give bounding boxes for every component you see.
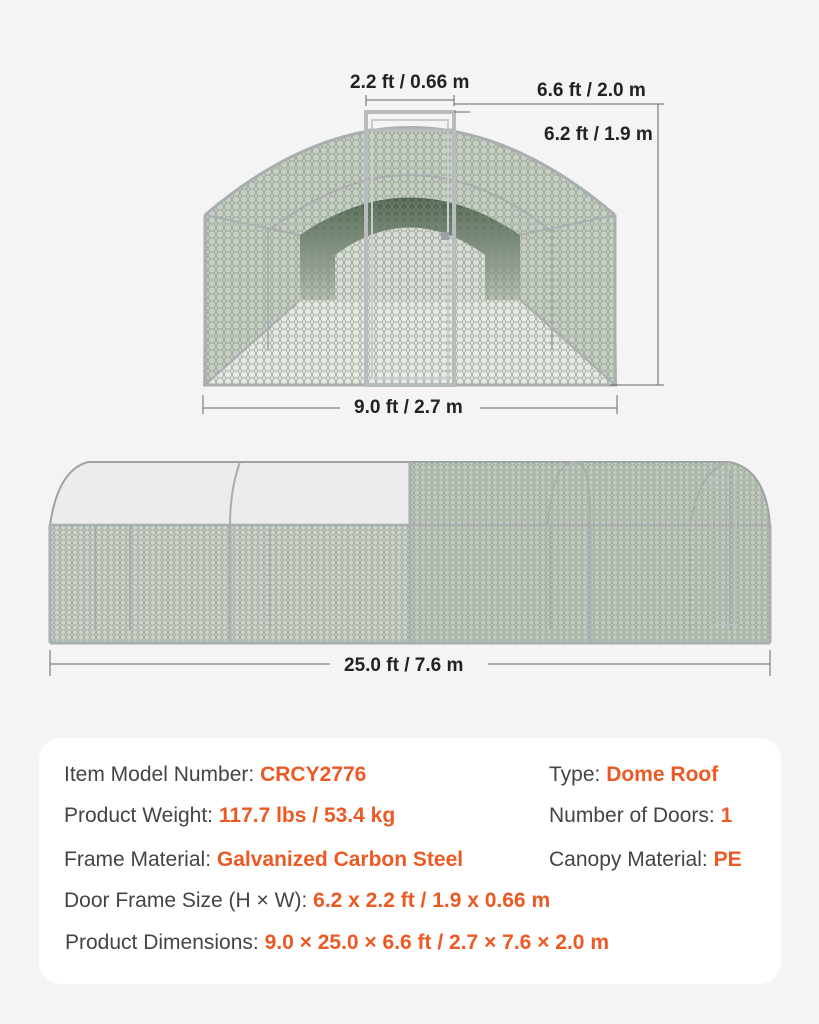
spec-canopy-label: Canopy Material: — [549, 848, 708, 871]
spec-frame — [64, 848, 463, 872]
spec-weight-value: 117.7 lbs / 53.4 kg — [218, 804, 396, 827]
spec-weight-label: Product Weight: — [64, 804, 214, 827]
spec-product-dims-label: Product Dimensions: — [65, 931, 259, 954]
spec-model-value: CRCY2776 — [260, 763, 367, 786]
spec-canopy-value: PE — [713, 848, 742, 871]
spec-frame-label: Frame Material: — [64, 848, 212, 871]
front-view-coop — [203, 112, 617, 385]
spec-door-size-value: 6.2 x 2.2 ft / 1.9 x 0.66 m — [313, 889, 551, 912]
spec-model-label: Item Model Number: — [64, 763, 255, 786]
length-label: 25.0 ft / 7.6 m — [344, 655, 464, 676]
spec-doors — [549, 804, 732, 828]
spec-weight — [64, 804, 395, 828]
spec-frame-value: Galvanized Carbon Steel — [216, 848, 464, 871]
spec-door-size-label: Door Frame Size (H × W): — [64, 889, 308, 912]
spec-card — [39, 738, 781, 984]
door-width-label: 2.2 ft / 0.66 m — [350, 72, 470, 93]
spec-product-dims-value: 9.0 × 25.0 × 6.6 ft / 2.7 × 7.6 × 2.0 m — [264, 931, 609, 954]
spec-doors-label: Number of Doors: — [549, 804, 715, 827]
spec-doors-value: 1 — [720, 804, 733, 827]
height-label: 6.6 ft / 2.0 m — [537, 80, 646, 101]
spec-type-value: Dome Roof — [606, 763, 719, 786]
spec-type-label: Type: — [549, 763, 601, 786]
spec-canopy — [549, 848, 742, 872]
side-view-coop — [50, 462, 770, 643]
width-label: 9.0 ft / 2.7 m — [354, 397, 463, 418]
spec-product-dims — [65, 931, 609, 955]
spec-door-size — [64, 889, 550, 913]
spec-type — [549, 763, 718, 787]
door-height-label: 6.2 ft / 1.9 m — [544, 124, 653, 145]
spec-model — [64, 763, 366, 787]
